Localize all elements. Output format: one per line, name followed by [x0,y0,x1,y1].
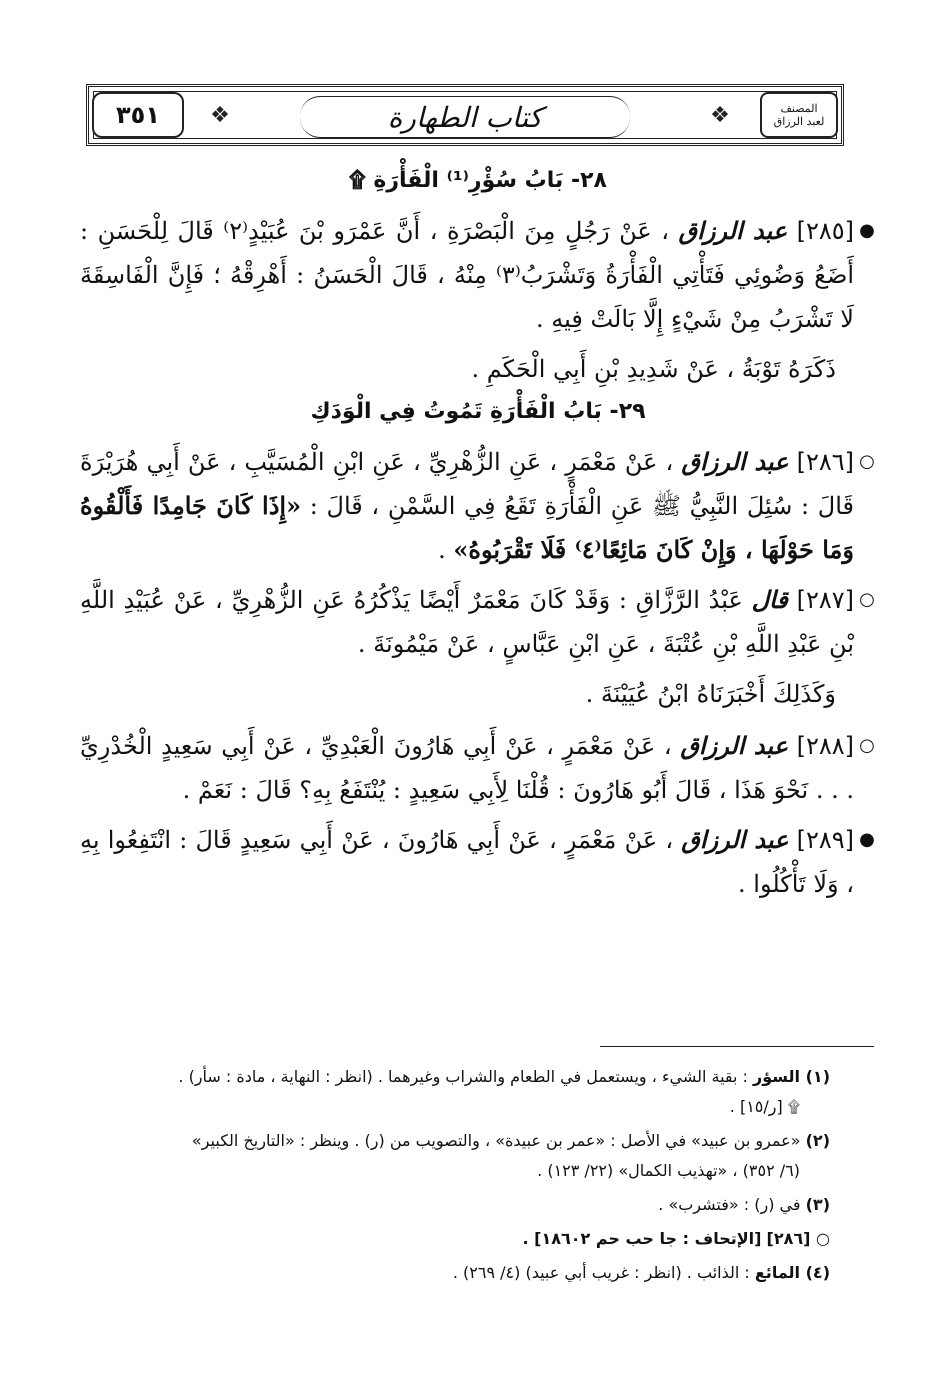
hadith-entry [80,440,876,572]
footnote [80,1126,870,1186]
hadith-text: ، عَنْ مَعْمَرٍ ، عَنْ أَبِي هَارُونَ ، عَنْ أَبِي سَعِيدٍ قَالَ : انْتَفِعُوا بِهِ ، وَلَا تَأْكُلُوا . [80,826,854,898]
hadith-entry [80,209,876,341]
footnote-label: (٢) [805,1131,830,1150]
hadith-entry [80,818,876,906]
hadith-number: [٢٨٩] [796,826,854,854]
footnote-text: : الذائب . (انظر : غريب أبي عبيد) (٤/ ٢٦٩) . [452,1263,750,1282]
hadith-note: وَكَذَلِكَ أَخْبَرَنَاهُ ابْنُ عُيَيْنَةَ . [585,680,836,708]
chapter-title: ٢٩- بَابُ الْفَأْرَةِ تَمُوتُ فِي الْوَدَكِ [310,399,646,424]
bullet-marker: ○ [859,735,875,756]
footnote-text: : بقية الشيء ، ويستعمل في الطعام والشراب وغيرهما . (انظر : النهاية ، مادة : سأر) . [178,1067,748,1086]
hadith-text: ، عَنْ مَعْمَرٍ ، عَنْ أَبِي هَارُونَ الْعَبْدِيِّ ، عَنْ أَبِي سَعِيدٍ الْخُدْرِيِّ . . . نَحْوَ هَذَا ، قَالَ أَبُو هَارُونَ : قُلْنَا لِأَبِي سَعِيدٍ : يُنْتَفَعُ بِهِ؟ قَالَ : نَعَمْ . [80,732,854,804]
main-content [80,168,876,912]
hadith-number: [٢٨٦] [796,448,854,476]
hadith-entry [80,724,876,812]
footnote-text: في (ر) : «فتشرب» . [658,1195,801,1214]
hadith-tail: . [438,536,446,564]
bullet-marker: ○ [859,451,875,472]
narrator: عبد الرزاق [681,825,789,854]
narrator: عبد الرزاق [681,447,789,476]
hadith-text: عَبْدُ الرَّزَّاقِ : وَقَدْ كَانَ مَعْمَرٌ أَيْضًا يَذْكُرُهُ عَنِ الزُّهْرِيِّ ، عَنْ عُبَيْدِ اللَّهِ بْنِ عَبْدِ اللَّهِ بْنِ عُتْبَةَ ، عَنِ ابْنِ عَبَّاسٍ ، عَنْ مَيْمُونَةَ . [80,586,854,658]
bullet-marker: ● [859,220,875,241]
logo-line: لعبد الرزاق [773,115,825,128]
narrator: عبد الرزاق [680,731,788,760]
footnote [80,1224,870,1254]
hadith-number: [٢٨٨] [796,732,854,760]
footnote-label: (١) السؤر [753,1067,830,1086]
narrator: قال [751,585,788,614]
ornament-icon: ❖ [210,102,230,128]
footnote-label: ○ [٢٨٦] [766,1229,830,1248]
hadith-note: ذَكَرَهُ تَوْبَةُ ، عَنْ شَدِيدِ بْنِ أَبِي الْحَكَمِ . [471,355,836,383]
ornament-icon: ❖ [710,102,730,128]
bullet-marker: ● [859,829,875,850]
footnote-text: [الإتحاف : جا حب حم ١٨٦٠٢] . [522,1229,762,1248]
footnote-label: (٤) المائع [754,1263,830,1282]
hadith-number: [٢٨٧] [796,586,854,614]
page-number: ٣٥١ [92,92,184,138]
footnote [80,1062,870,1122]
footnote [80,1258,870,1288]
hadith-text: ، عَنْ رَجُلٍ مِنَ الْبَصْرَةِ ، أَنَّ عَمْرَو بْنَ عُبَيْدٍ⁽٢⁾ قَالَ لِلْحَسَنِ : أَضَعُ وَضُوئِي فَتَأْتِي الْفَأْرَةُ وَتَشْرَبُ⁽٣⁾ مِنْهُ ، قَالَ الْحَسَنُ : أَهْرِقْهُ ؛ فَإِنَّ الْفَاسِقَةَ لَا تَشْرَبُ مِنْ شَيْءٍ إِلَّا بَالَتْ فِيهِ . [80,217,854,333]
chapter-title: ٢٨- بَابُ سُؤْرِ⁽¹⁾ الْفَأْرَةِ ۩ [349,168,607,193]
book-section-title: كتاب الطهارة [300,96,630,138]
footnote-extra: ۩ [ر/١٥] . [729,1097,800,1116]
footnote-separator [600,1046,874,1047]
narrator: عبد الرزاق [678,216,788,245]
footnote-extra: (٦/ ٣٥٢) ، «تهذيب الكمال» (٢٢/ ١٢٣) . [537,1161,800,1180]
logo-line: المصنف [780,102,818,115]
footnote-text: «عمرو بن عبيد» في الأصل : «عمر بن عبيدة» ، والتصويب من (ر) . وينظر : «التاريخ الكبير» [191,1131,801,1150]
hadith-number: [٢٨٥] [796,217,854,245]
footnote-label: (٣) [805,1195,830,1214]
footnotes [80,1062,870,1292]
footnote [80,1190,870,1220]
book-logo [760,92,838,138]
hadith-text: ، عَنْ مَعْمَرٍ ، عَنِ الزُّهْرِيِّ ، عَنِ ابْنِ الْمُسَيَّبِ ، عَنْ أَبِي هُرَيْرَةَ قَالَ : سُئِلَ النَّبِيُّ ﷺ عَنِ الْفَأْرَةِ تَقَعُ فِي السَّمْنِ ، قَالَ : [80,448,854,520]
hadith-entry [80,578,876,666]
prophetic-saying: «إِذَا كَانَ جَامِدًا فَأَلْقُوهُ وَمَا حَوْلَهَا ، وَإِنْ كَانَ مَائِعًا⁽٤⁾ فَلَا تَقْرَبُوهُ» [80,491,854,564]
bullet-marker: ○ [859,589,875,610]
